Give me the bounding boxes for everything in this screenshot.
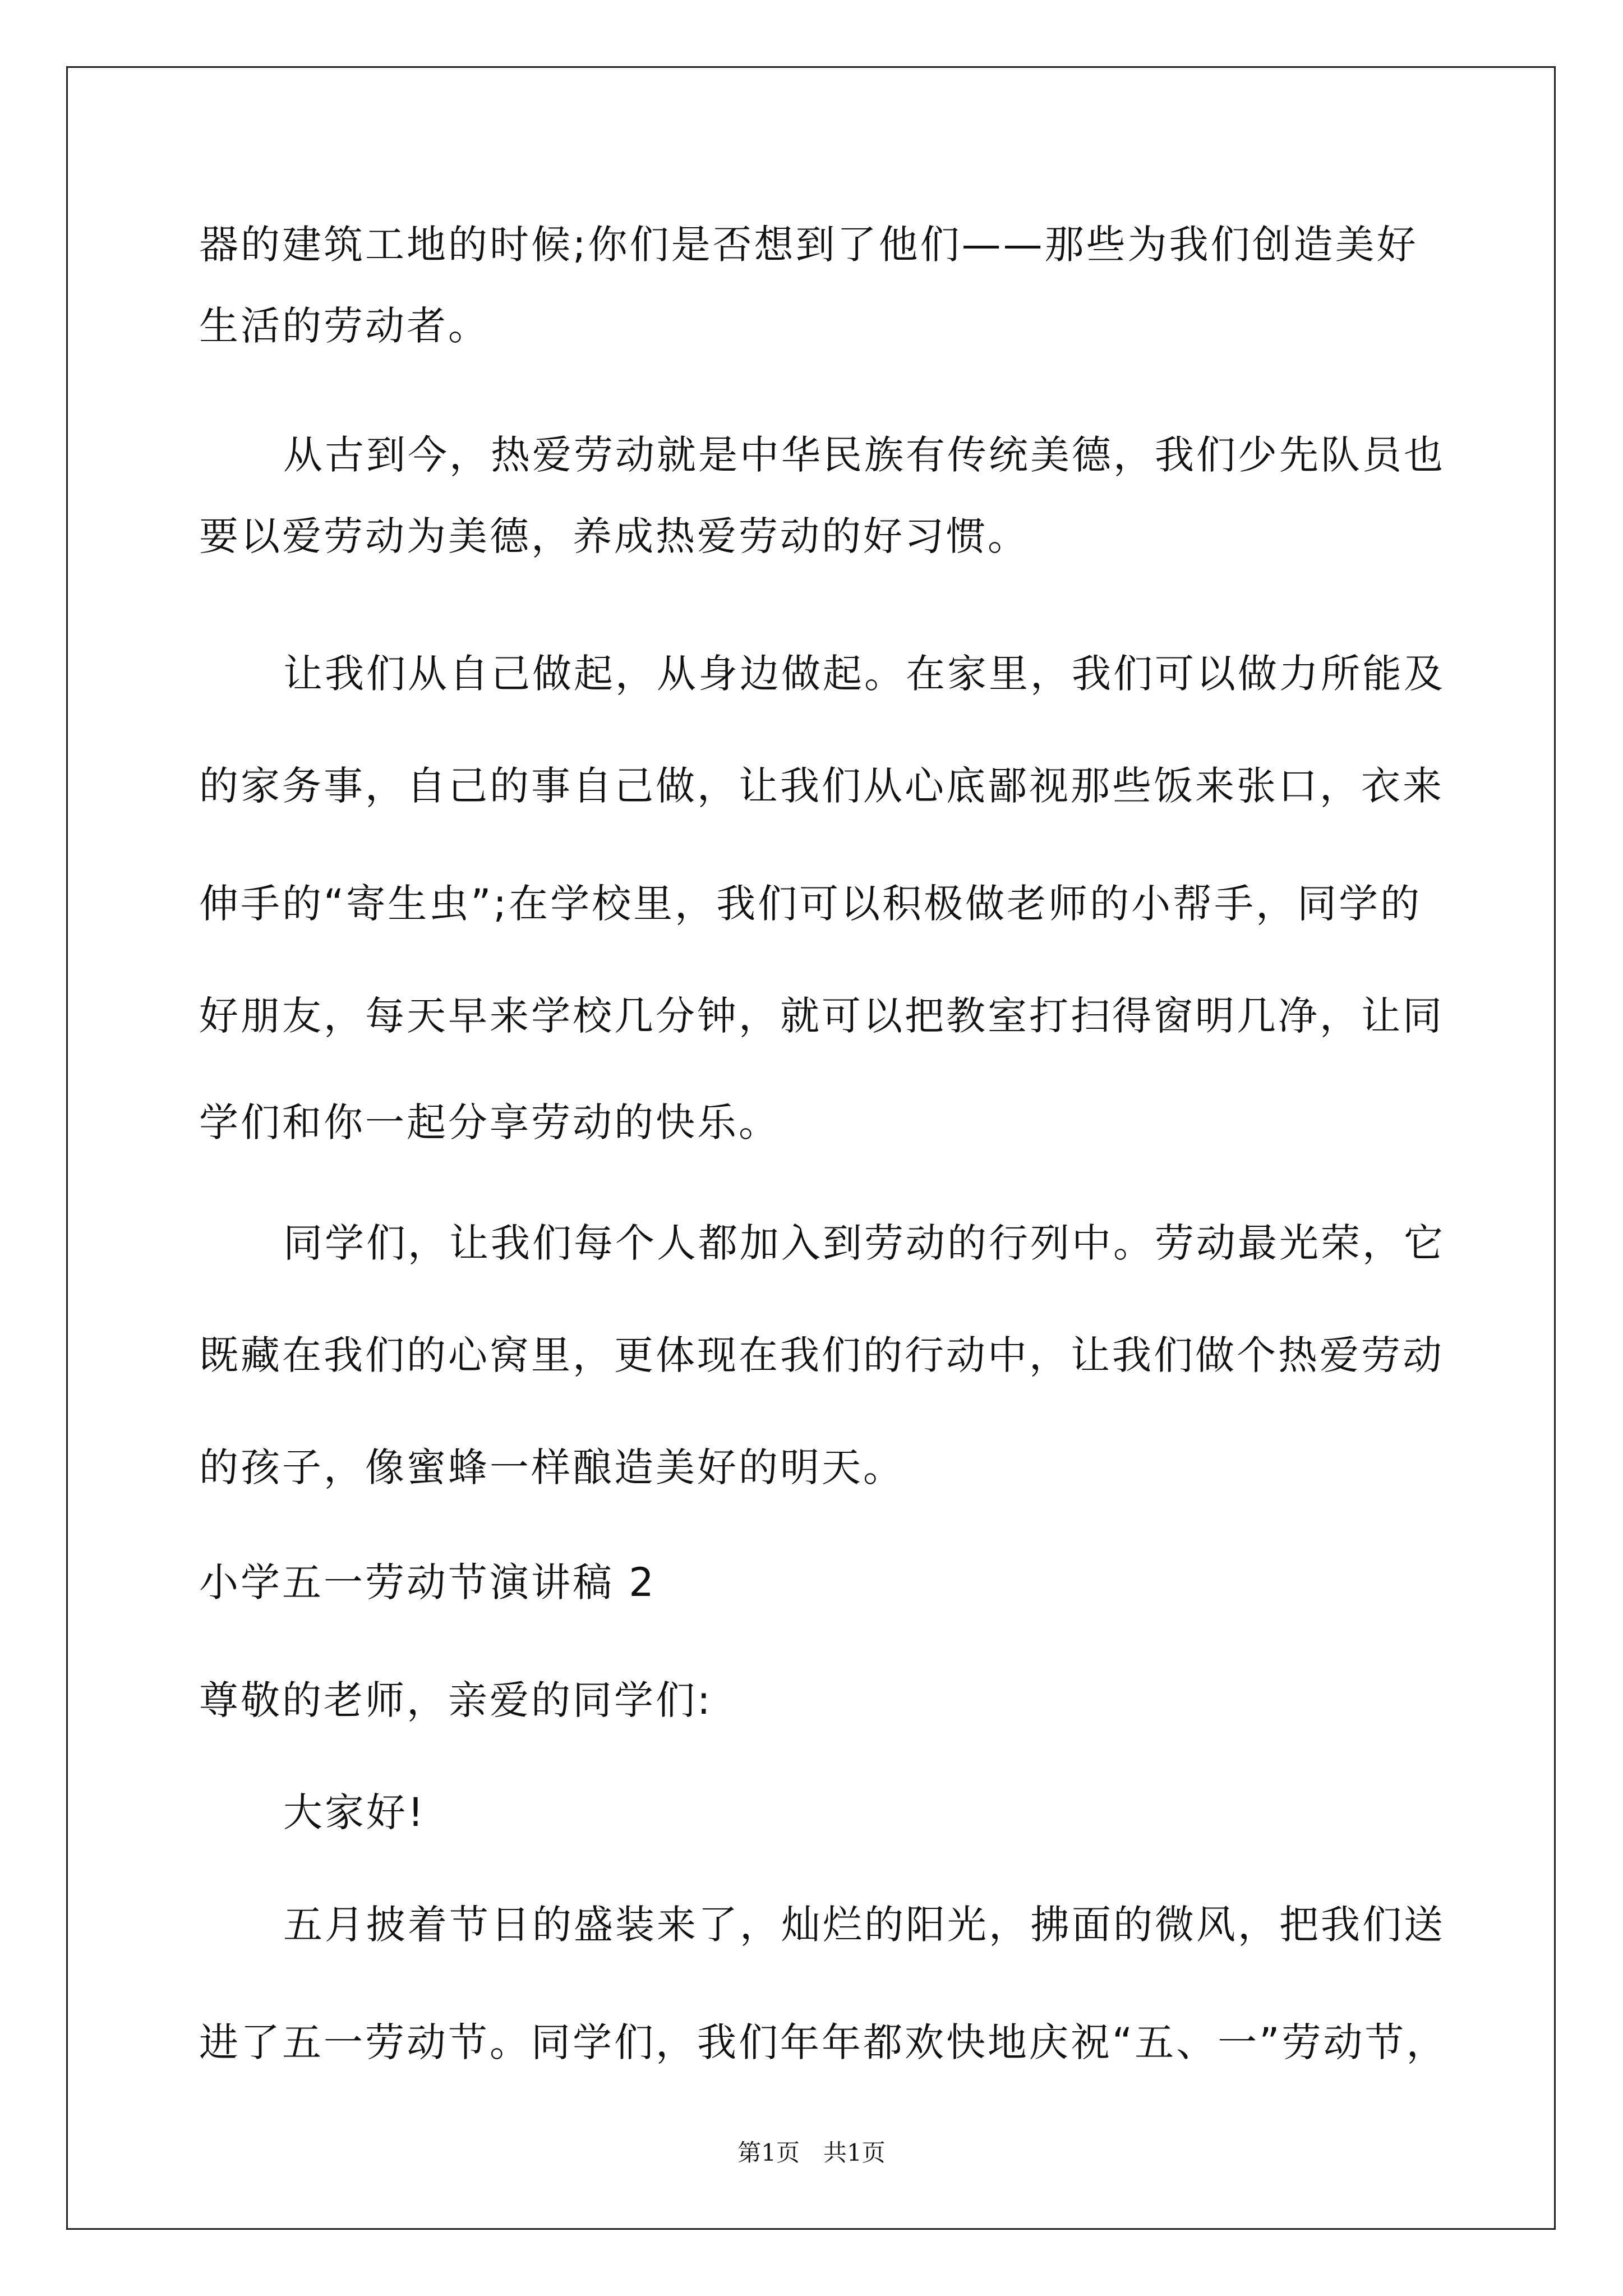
greeting: 大家好! bbox=[283, 1789, 426, 1835]
text-line: 伸手的“寄生虫”;在学校里，我们可以积极做老师的小帮手，同学的 bbox=[199, 881, 1422, 927]
text-line: 学们和你一起分享劳动的快乐。 bbox=[199, 1099, 780, 1145]
page-footer: 第1页 共1页 bbox=[737, 2139, 886, 2166]
text-line: 生活的劳动者。 bbox=[199, 303, 490, 349]
text-line: 的家务事，自己的事自己做，让我们从心底鄙视那些饭来张口，衣来 bbox=[199, 763, 1444, 809]
text-line: 既藏在我们的心窝里，更体现在我们的行动中，让我们做个热爱劳动 bbox=[199, 1332, 1444, 1378]
text-line: 要以爱劳动为美德，养成热爱劳动的好习惯。 bbox=[199, 513, 1029, 559]
salutation: 尊敬的老师，亲爱的同学们: bbox=[199, 1677, 713, 1723]
paragraph-first-line: 从古到今，热爱劳动就是中华民族有传统美德，我们少先队员也 bbox=[283, 432, 1445, 478]
text-line: 好朋友，每天早来学校几分钟，就可以把教室打扫得窗明几净，让同 bbox=[199, 993, 1444, 1039]
text-line: 进了五一劳动节。同学们，我们年年都欢快地庆祝“五、一”劳动节， bbox=[199, 2019, 1448, 2065]
section-heading: 小学五一劳动节演讲稿 2 bbox=[199, 1559, 656, 1605]
text-line: 器的建筑工地的时候;你们是否想到了他们——那些为我们创造美好 bbox=[199, 222, 1418, 268]
paragraph-first-line: 让我们从自己做起，从身边做起。在家里，我们可以做力所能及 bbox=[283, 651, 1445, 697]
paragraph-first-line: 同学们，让我们每个人都加入到劳动的行列中。劳动最光荣，它 bbox=[283, 1220, 1445, 1266]
paragraph-first-line: 五月披着节日的盛装来了，灿烂的阳光，拂面的微风，把我们送 bbox=[283, 1902, 1445, 1948]
text-line: 的孩子，像蜜蜂一样酿造美好的明天。 bbox=[199, 1444, 905, 1490]
